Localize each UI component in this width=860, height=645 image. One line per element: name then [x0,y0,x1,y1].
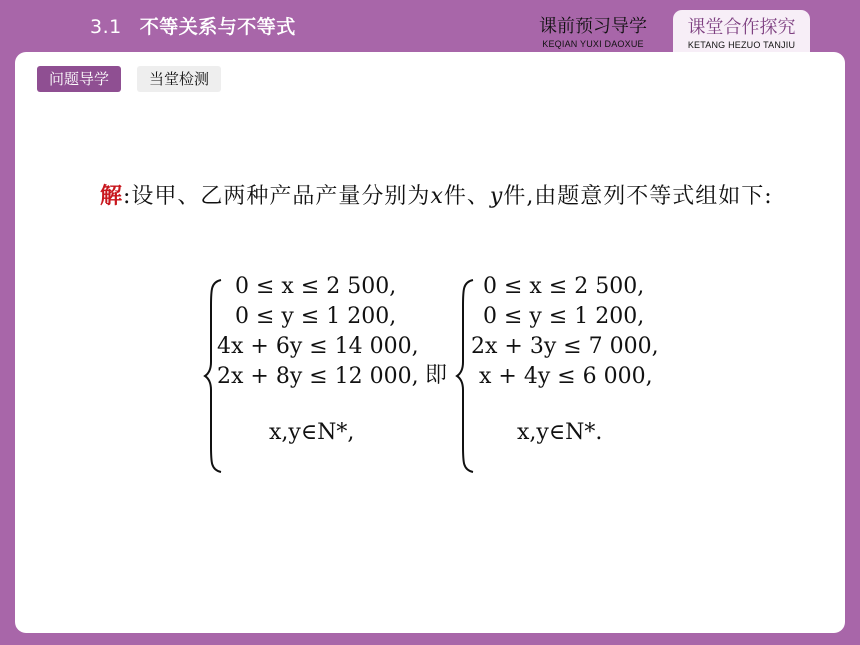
solution-text-1: :设甲、乙两种产品产量分别为 [123,184,431,209]
solution-text-2: 件、 [443,184,490,209]
section-title-text: 不等关系与不等式 [139,16,296,38]
tab-preview-pinyin: KEQIAN YUXI DAOXUE [542,39,644,49]
sys2-row-5: x,y∈N*. [517,420,603,445]
connector-ji: 即 [425,363,448,388]
tab-preview-guide[interactable] [528,16,658,50]
subtab-class-check[interactable]: 当堂检测 [137,66,221,92]
section-title [90,12,296,39]
inequality-system-1 [203,274,423,474]
sys1-row-4: 2x + 8y ≤ 12 000, [217,364,419,389]
sys1-row-2: 0 ≤ y ≤ 1 200, [235,304,397,329]
sys2-row-2: 0 ≤ y ≤ 1 200, [483,304,645,329]
subtab-problem-guide[interactable]: 问题导学 [37,66,121,92]
var-y: y [489,184,504,209]
sys2-row-4: x + 4y ≤ 6 000, [479,364,653,389]
tab-coop-pinyin: KETANG HEZUO TANJIU [687,40,796,50]
sys1-row-5: x,y∈N*, [269,420,355,445]
sys1-row-1: 0 ≤ x ≤ 2 500, [235,274,397,299]
top-bar [0,0,860,52]
inequality-system-2 [455,274,675,474]
solution-paragraph [48,176,818,217]
var-x: x [430,184,444,209]
tab-preview-label: 课前预习导学 [539,16,647,37]
sys2-row-1: 0 ≤ x ≤ 2 500, [483,274,645,299]
sys1-row-3: 4x + 6y ≤ 14 000, [217,334,419,359]
solution-text-3: 件,由题意列不等式组如下: [503,184,773,209]
left-brace-2 [455,278,477,474]
content-panel [15,52,845,633]
section-number: 3.1 [90,16,122,38]
sys2-row-3: 2x + 3y ≤ 7 000, [471,334,659,359]
solution-label: 解 [100,183,124,209]
tab-classroom-explore[interactable] [673,10,810,56]
tab-coop-label: 课堂合作探究 [687,17,796,38]
